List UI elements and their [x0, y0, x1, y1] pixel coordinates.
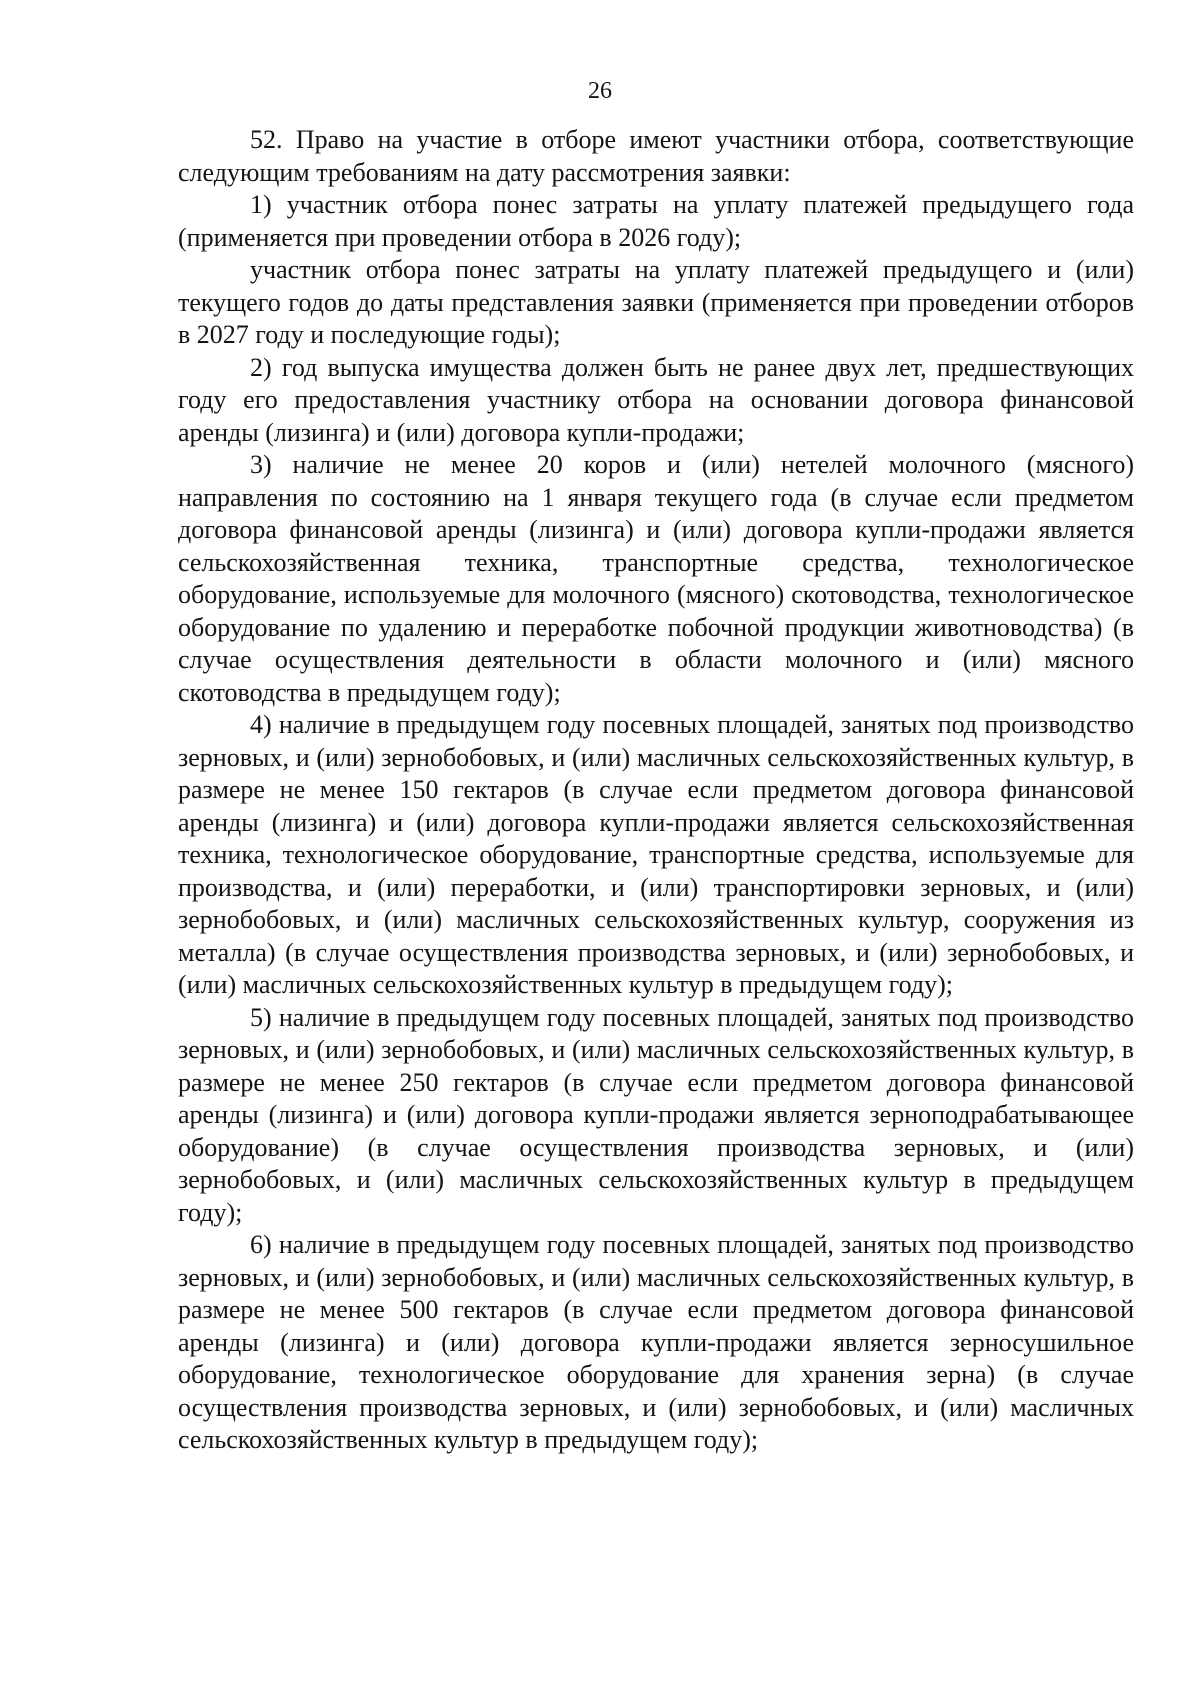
paragraph-item-4: 4) наличие в предыдущем году посевных площадей, занятых под производство зерновых, и (или) зернобобовых, и (или) масличных сельскохозяйственных культур, в размере не менее 150 гектаров (в случае если предметом договора финансовой аренды (лизинга) и (или) договора купли-продажи является сельскохозяйственная техника, технологическое оборудование, транспортные средства, используемые для производства, и (или) переработки, и (или) транспортировки зерновых, и (или) зернобобовых, и (или) масличных сельскохозяйственных культур, сооружения из металла) (в случае осуществления производства зерновых, и (или) зернобобовых, и (или) масличных сельскохозяйственных культур в предыдущем году); [178, 710, 1134, 999]
paragraph-item-5: 5) наличие в предыдущем году посевных площадей, занятых под производство зерновых, и (или) зернобобовых, и (или) масличных сельскохозяйственных культур, в размере не менее 250 гектаров (в случае если предметом договора финансовой аренды (лизинга) и (или) договора купли-продажи является зерноподрабатывающее оборудование) (в случае осуществления производства зерновых, и (или) зернобобовых, и (или) масличных сельскохозяйственных культур в предыдущем году); [178, 1002, 1134, 1227]
paragraph-item-1-continuation: участник отбора понес затраты на уплату платежей предыдущего и (или) текущего годов до даты представления заявки (применяется при проведении отборов в 2027 году и последующие годы); [178, 255, 1134, 349]
paragraph-52-intro: 52. Право на участие в отборе имеют участники отбора, соответствующие следующим требованиям на дату рассмотрения заявки: [178, 125, 1134, 187]
paragraph-item-3: 3) наличие не менее 20 коров и (или) нетелей молочного (мясного) направления по состоянию на 1 января текущего года (в случае если предметом договора финансовой аренды (лизинга) и (или) договора купли-продажи является сельскохозяйственная техника, транспортные средства, технологическое оборудование, используемые для молочного (мясного) скотоводства, технологическое оборудование по удалению и переработке побочной продукции животноводства) (в случае осуществления деятельности в области молочного и (или) мясного скотоводства в предыдущем году); [178, 450, 1134, 707]
page-number: 26 [588, 78, 612, 104]
paragraph-item-2: 2) год выпуска имущества должен быть не ранее двух лет, предшествующих году его предоставления участнику отбора на основании договора финансовой аренды (лизинга) и (или) договора купли-продажи; [178, 352, 1134, 447]
paragraph-item-6: 6) наличие в предыдущем году посевных площадей, занятых под производство зерновых, и (или) зернобобовых, и (или) масличных сельскохозяйственных культур, в размере не менее 500 гектаров (в случае если предметом договора финансовой аренды (лизинга) и (или) договора купли-продажи является зерносушильное оборудование, технологическое оборудование для хранения зерна) (в случае осуществления производства зерновых, и (или) зернобобовых, и (или) масличных сельскохозяйственных культур в предыдущем году); [178, 1230, 1134, 1454]
document-body [178, 124, 1134, 1457]
paragraph-item-1: 1) участник отбора понес затраты на уплату платежей предыдущего года (применяется при проведении отбора в 2026 году); [178, 190, 1134, 252]
